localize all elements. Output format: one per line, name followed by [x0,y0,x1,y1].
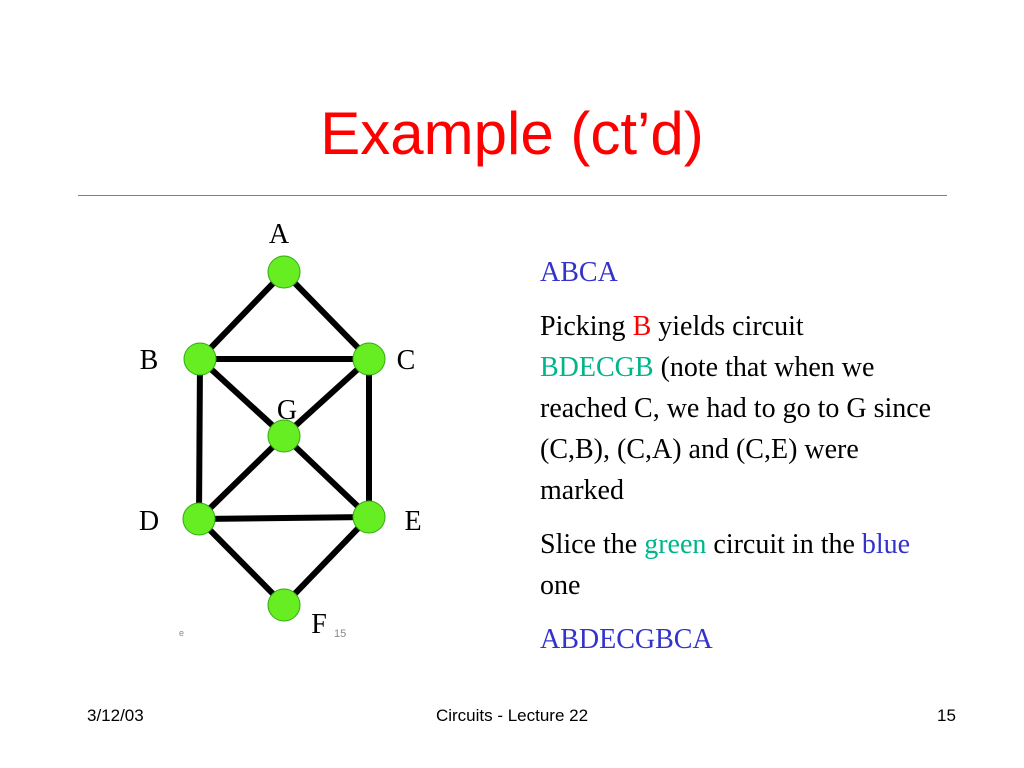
picking-b-paragraph [540,306,940,511]
node-label-A: A [268,219,290,250]
graph-nodes [183,256,385,621]
edge-BG [200,359,284,436]
explanation-panel [540,252,940,673]
edge-EF [284,517,369,605]
picking-text: Picking [540,311,633,342]
edge-BD [199,359,200,519]
yields-text: yields circuit [651,311,804,342]
stray-page-number: 15 [334,628,347,640]
node-label-B: B [139,345,159,376]
node-label-G: G [276,395,298,426]
slice-text: Slice the [540,529,645,560]
edge-GD [199,436,284,519]
node-label-E: E [404,506,422,537]
edge-DF [199,519,284,605]
green-word: green [644,529,707,560]
stray-mark: e [179,628,185,638]
footer-page-number: 15 [937,706,956,725]
edge-GE [284,436,369,517]
circuit-result: ABDECGBCA [540,624,713,655]
footer-title: Circuits - Lecture 22 [435,706,589,725]
node-D [183,503,215,535]
slice-paragraph [540,524,940,606]
slide-title: Example (ct’d) [320,100,704,167]
node-B [184,343,216,375]
node-label-F: F [311,609,327,640]
node-C [353,343,385,375]
edge-AC [284,272,369,359]
edge-AB [200,272,284,359]
node-label-C: C [396,345,416,376]
node-b-highlight: B [632,311,652,342]
node-A [268,256,300,288]
blue-word: blue [861,529,911,560]
circuit-bdecgb: BDECGB [540,352,654,383]
node-E [353,501,385,533]
circuit-abca: ABCA [540,257,618,288]
node-label-D: D [138,506,160,537]
footer-date: 3/12/03 [87,706,144,725]
edge-DE [199,517,369,519]
node-F [268,589,300,621]
circuit-in-text: circuit in the [706,529,862,560]
note-text: (note that when we reached C, we had to go to G since (C,B), (C,A) and (C,E) were marked [540,352,932,506]
one-text: one [540,570,581,601]
